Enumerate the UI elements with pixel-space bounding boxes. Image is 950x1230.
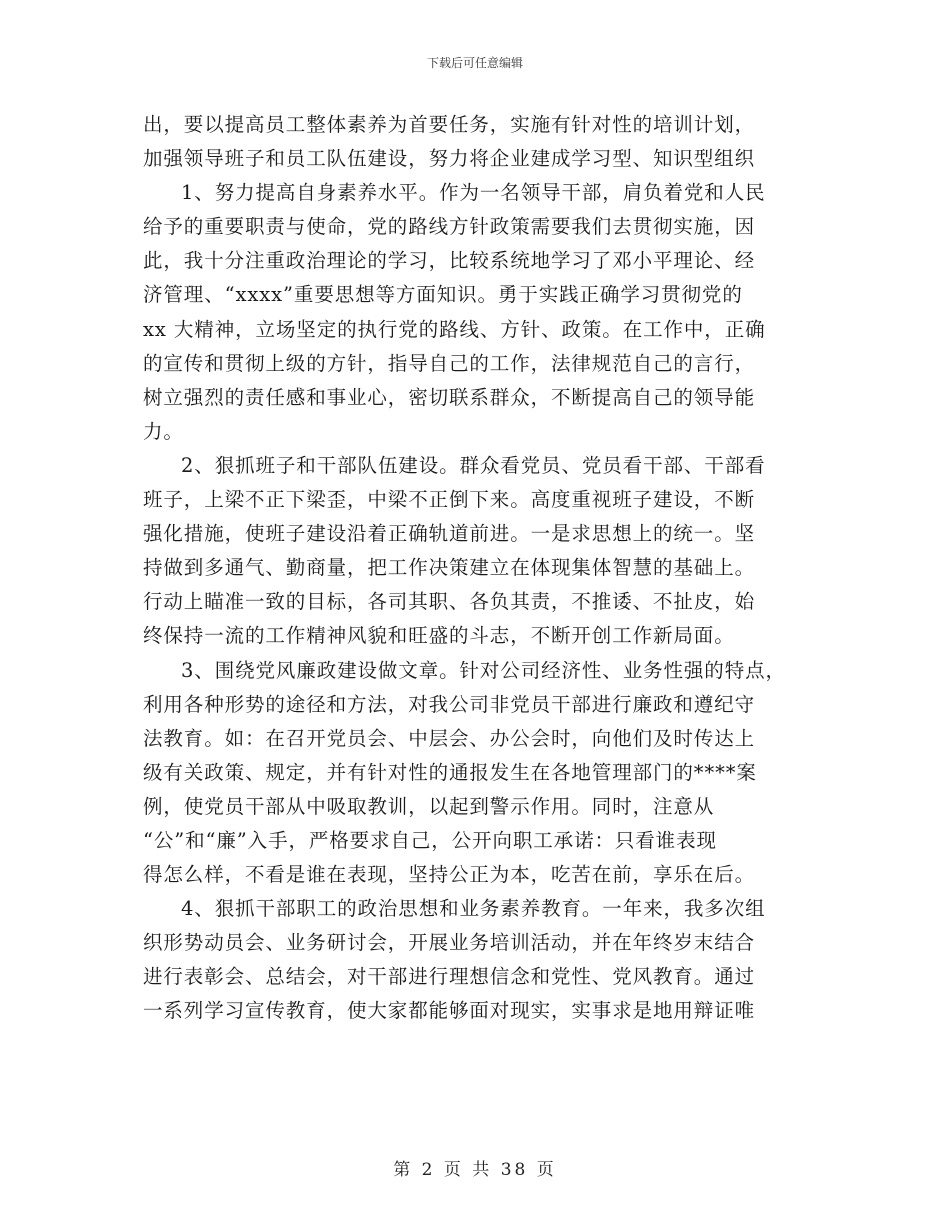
text-line: xx 大精神，立场坚定的执行党的路线、方针、政策。在工作中，正确 (143, 317, 766, 341)
text-line: 进行表彰会、总结会，对干部进行理想信念和党性、党风教育。通过 (143, 965, 756, 989)
text-line: 此，我十分注重政治理论的学习，比较系统地学习了邓小平理论、经 (143, 249, 756, 273)
text-line: 树立强烈的责任感和事业心，密切联系群众，不断提高自己的领导能 (143, 385, 756, 409)
text-line: 织形势动员会、业务研讨会，开展业务培训活动，并在年终岁末结合 (143, 931, 756, 955)
text-line: 加强领导班子和员工队伍建设，努力将企业建成学习型、知识型组织 (143, 147, 756, 171)
text-line: 班子，上梁不正下梁歪，中梁不正倒下来。高度重视班子建设，不断 (143, 488, 756, 512)
text-line: 利用各种形势的途径和方法，对我公司非党员干部进行廉政和遵纪守 (143, 692, 756, 716)
text-line: 的宣传和贯彻上级的方针，指导自己的工作，法律规范自己的言行， (143, 351, 756, 375)
text-line: 持做到多通气、勤商量，把工作决策建立在体现集体智慧的基础上。 (143, 556, 756, 580)
paragraph-start-line: 1、努力提高自身素养水平。作为一名领导干部，肩负着党和人民 (181, 181, 766, 205)
text-line: 一系列学习宣传教育，使大家都能够面对现实，实事求是地用辩证唯 (143, 999, 756, 1023)
page-header: 下载后可任意编辑 (426, 56, 523, 70)
text-line: 强化措施，使班子建设沿着正确轨道前进。一是求思想上的统一。坚 (143, 522, 756, 546)
text-line: 力。 (143, 419, 184, 443)
text-line: 济管理、“xxxx”重要思想等方面知识。勇于实践正确学习贯彻党的 (143, 283, 743, 307)
text-line: 出，要以提高员工整体素养为首要任务，实施有针对性的培训计划， (143, 113, 756, 136)
paragraph-start-line: 2、狠抓班子和干部队伍建设。群众看党员、党员看干部、干部看 (181, 453, 766, 477)
text-line: 例，使党员干部从中吸取教训，以起到警示作用。同时，注意从 (143, 794, 715, 818)
paragraph-start-line: 3、围绕党风廉政建设做文章。针对公司经济性、业务性强的特点， (181, 658, 786, 682)
document-body (143, 108, 833, 1029)
text-line: 终保持一流的工作精神风貌和旺盛的斗志，不断开创工作新局面。 (143, 624, 735, 648)
text-line: 得怎么样，不看是谁在表现，坚持公正为本，吃苦在前，享乐在后。 (143, 863, 756, 887)
text-line: 行动上瞄准一致的目标，各司其职、各负其责，不推诿、不扯皮，始 (143, 590, 756, 614)
page-footer: 第 2 页 共 38 页 (393, 1160, 557, 1180)
text-line: 给予的重要职责与使命，党的路线方针政策需要我们去贯彻实施，因 (143, 215, 756, 239)
paragraph-start-line: 4、狠抓干部职工的政治思想和业务素养教育。一年来，我多次组 (181, 897, 766, 921)
text-line: “公”和“廉”入手，严格要求自己，公开向职工承诺：只看谁表现 (143, 828, 717, 852)
text-line: 法教育。如：在召开党员会、中层会、办公会时，向他们及时传达上 (143, 726, 756, 750)
text-line: 级有关政策、规定，并有针对性的通报发生在各地管理部门的****案 (143, 760, 757, 784)
